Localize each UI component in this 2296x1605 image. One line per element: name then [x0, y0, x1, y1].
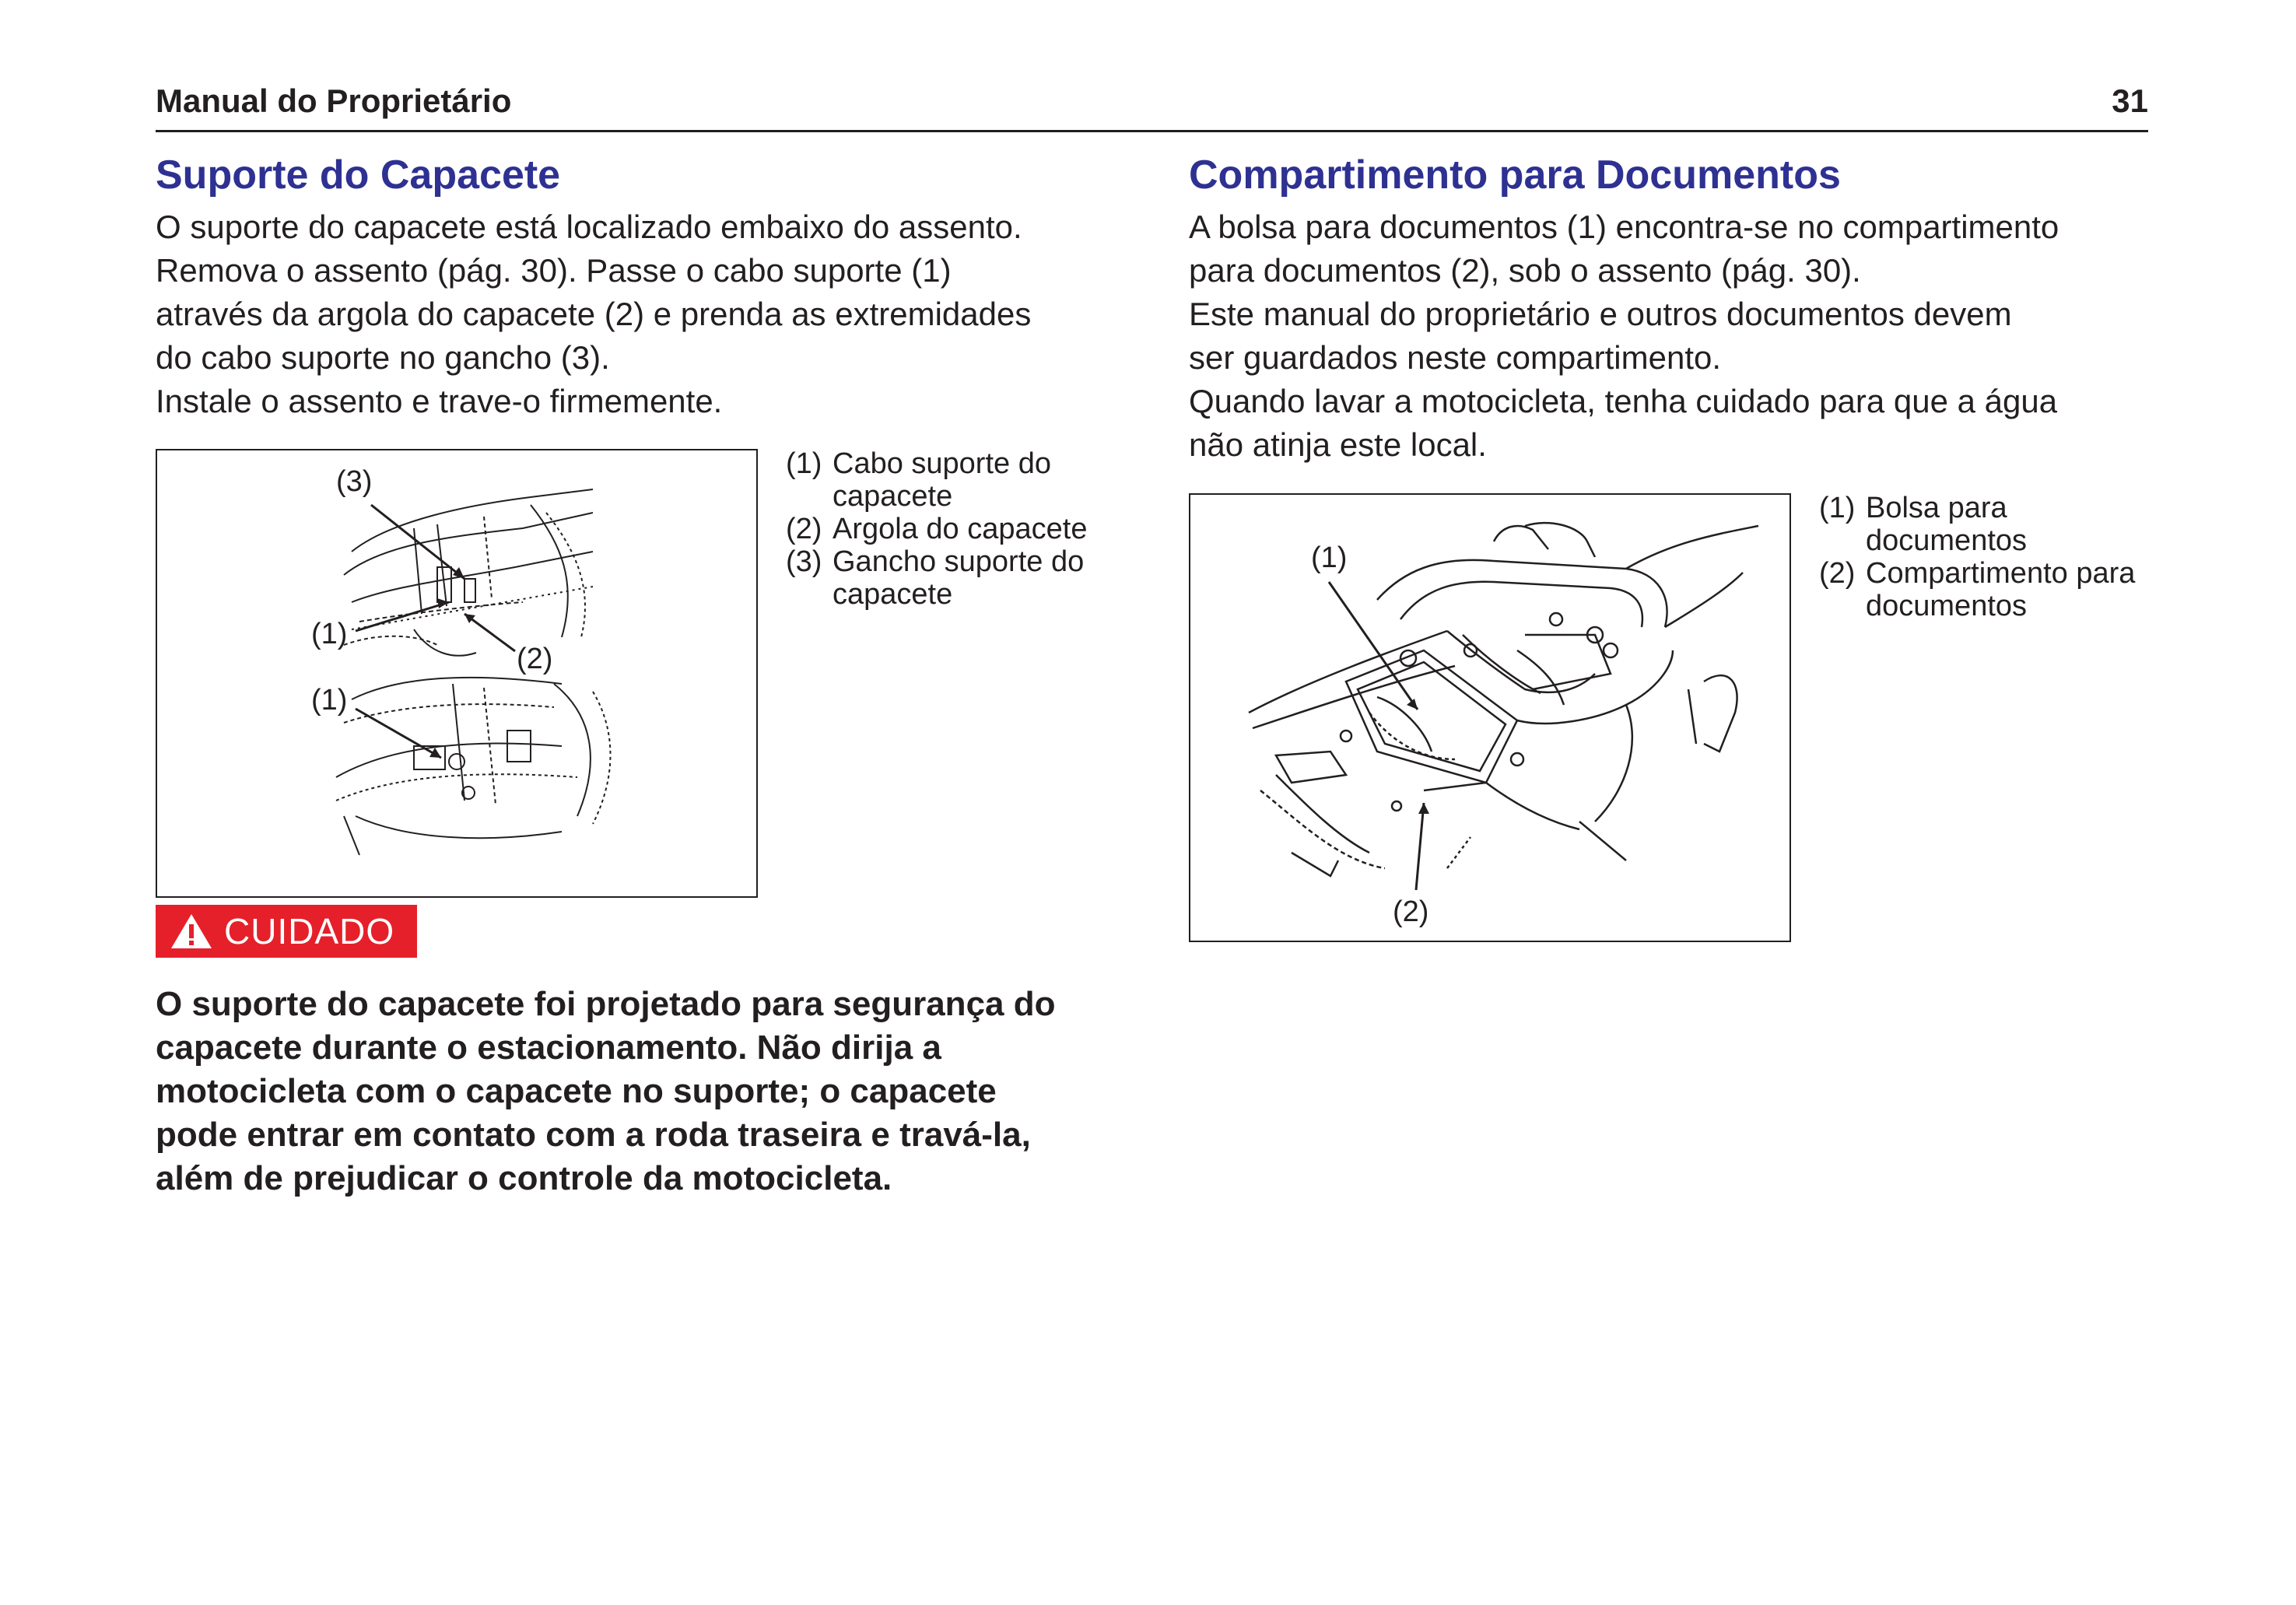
figure-label-hook: (3) [336, 465, 373, 498]
paragraph-line: do cabo suporte no gancho (3). [156, 339, 610, 376]
page-number: 31 [2112, 82, 2148, 119]
paragraph-line: ser guardados neste compartimento. [1189, 339, 1722, 376]
caption-number: (3) [786, 545, 822, 578]
document-compartment-paragraph [1189, 205, 2154, 467]
caption-number: (1) [1819, 492, 1856, 524]
figure-label-compartment: (2) [1393, 895, 1429, 928]
document-compartment-figure [1189, 493, 1791, 942]
figure-label-bag: (1) [1311, 541, 1348, 574]
caption-text: Argola do capacete [833, 513, 1088, 545]
paragraph-line: Remova o assento (pág. 30). Passe o cabo suporte (1) [156, 252, 952, 289]
caption-number: (2) [1819, 557, 1856, 590]
caption-text: Bolsa para documentos [1866, 492, 2028, 557]
caption-number: (1) [786, 447, 822, 480]
helmet-holder-heading: Suporte do Capacete [156, 152, 561, 198]
paragraph-line: A bolsa para documentos (1) encontra-se no compartimento [1189, 209, 2059, 245]
leader-line-cable-upper [356, 602, 449, 631]
caption-text: Compartimento para documentos [1866, 557, 2136, 622]
leader-line-cable-lower [356, 709, 441, 758]
header-title: Manual do Proprietário [156, 82, 512, 119]
caution-line: pode entrar em contato com a roda traseira e travá-la, [156, 1116, 1031, 1154]
figure-label-cable-lower: (1) [311, 684, 348, 717]
caution-badge [156, 905, 417, 958]
caption-item [1819, 557, 2146, 622]
caution-line: O suporte do capacete foi projetado para segurança do [156, 985, 1056, 1023]
caption-text: Gancho suporte do capacete [833, 545, 1085, 611]
paragraph-line: não atinja este local. [1189, 426, 1487, 463]
caption-item [1819, 492, 2146, 557]
helmet-holder-section [156, 148, 1128, 423]
paragraph-line: Instale o assento e trave-o firmemente. [156, 383, 723, 419]
caption-number: (2) [786, 513, 822, 545]
caption-text: Cabo suporte do capacete [833, 447, 1051, 513]
helmet-holder-paragraph [156, 205, 1128, 423]
leader-line-compartment [1416, 803, 1424, 890]
paragraph-line: através da argola do capacete (2) e prenda as extremidades [156, 296, 1032, 332]
caution-label: CUIDADO [224, 911, 395, 951]
caption-item [786, 513, 1128, 545]
caution-text [156, 983, 1136, 1200]
header-divider [156, 130, 2148, 132]
caption-item [786, 447, 1128, 513]
paragraph-line: Quando lavar a motocicleta, tenha cuidado para que a água [1189, 383, 2058, 419]
paragraph-line: O suporte do capacete está localizado embaixo do assento. [156, 209, 1022, 245]
paragraph-line: Este manual do proprietário e outros documentos devem [1189, 296, 2012, 332]
helmet-holder-figure [156, 449, 758, 898]
document-compartment-heading: Compartimento para Documentos [1189, 152, 1841, 198]
helmet-holder-illustration [157, 450, 756, 896]
caution-line: além de prejudicar o controle da motocicleta. [156, 1159, 892, 1197]
paragraph-line: para documentos (2), sob o assento (pág. 30). [1189, 252, 1861, 289]
caution-line: capacete durante o estacionamento. Não dirija a [156, 1029, 941, 1067]
warning-triangle-icon [170, 912, 213, 951]
figure-label-cable-upper: (1) [311, 618, 348, 650]
helmet-holder-captions [786, 447, 1128, 611]
document-compartment-section [1189, 148, 2154, 467]
document-compartment-captions [1819, 492, 2146, 622]
document-compartment-illustration [1190, 495, 1789, 941]
figure-label-ring: (2) [517, 643, 553, 675]
caption-item [786, 545, 1128, 611]
caution-line: motocicleta com o capacete no suporte; o capacete [156, 1072, 997, 1110]
